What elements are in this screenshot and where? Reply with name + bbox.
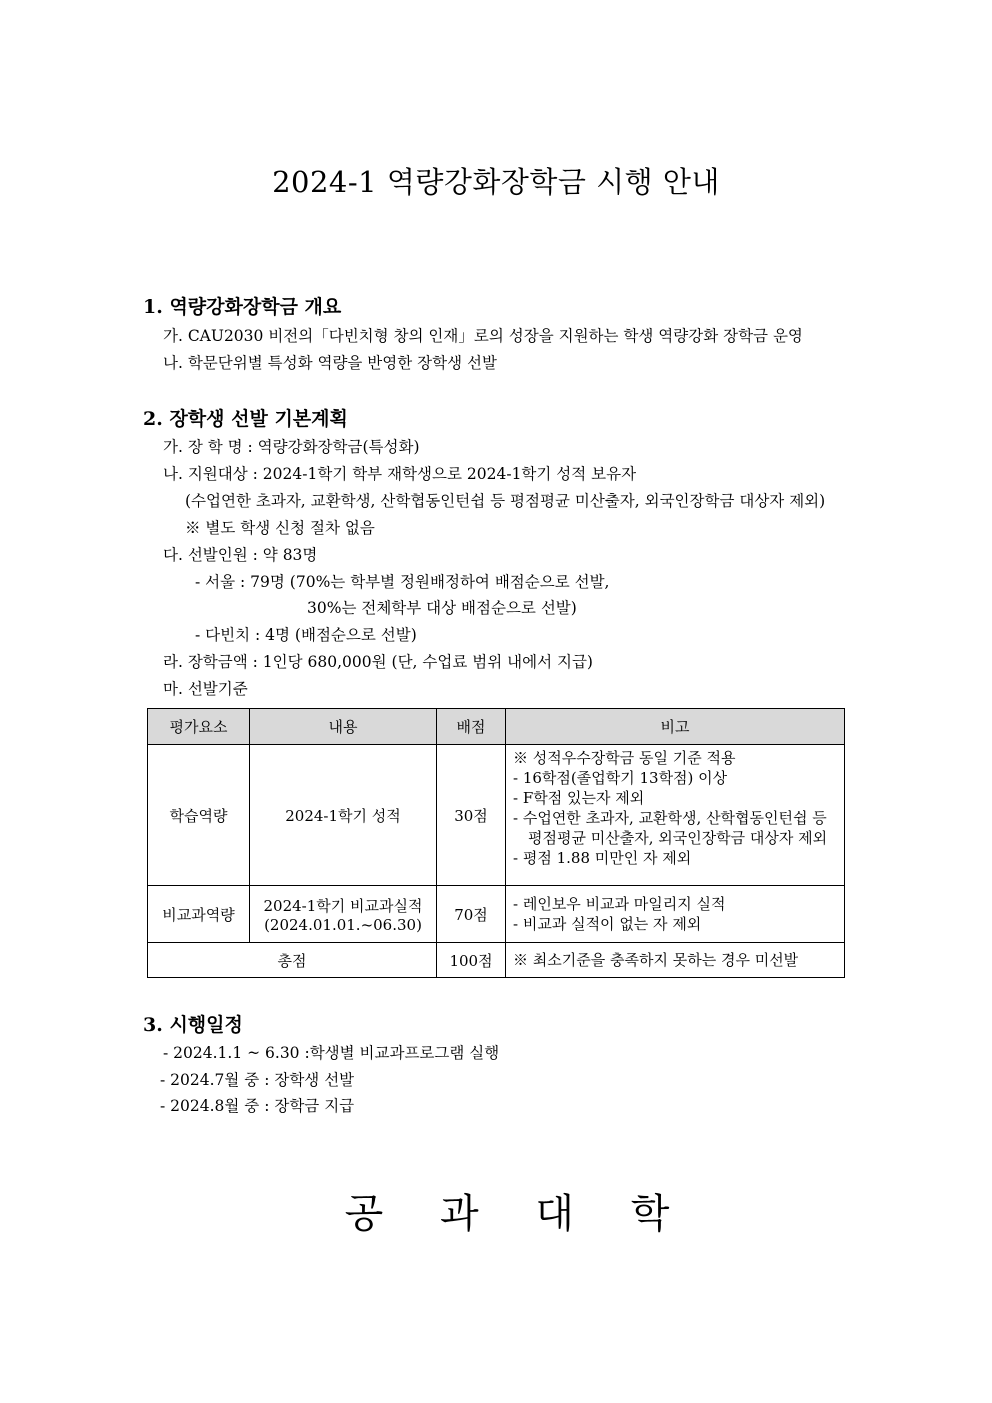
schedule-item: - 2024.1.1 ~ 6.30 :학생별 비교과프로그램 실행 xyxy=(163,1044,500,1062)
cell-total-note: ※ 최소기준을 충족하지 못하는 경우 미선발 xyxy=(506,943,845,978)
header-element: 평가요소 xyxy=(148,709,250,745)
section-2-item-e: 마. 선발기준 xyxy=(163,680,248,698)
note-line: - 수업연한 초과자, 교환학생, 산학협동인턴쉽 등 평점평균 미산출자, 외국인장학금 대상자 제외 xyxy=(513,809,828,847)
section-2-item-c-davinci: - 다빈치 : 4명 (배점순으로 선발) xyxy=(195,626,417,644)
note-line: - 16학점(졸업학기 13학점) 이상 xyxy=(513,769,728,787)
note-line: ※ 성적우수장학금 동일 기준 적용 xyxy=(513,749,736,767)
section-1-heading: 1. 역량강화장학금 개요 xyxy=(143,296,342,318)
cell-notes xyxy=(506,886,845,943)
note-line: - F학점 있는자 제외 xyxy=(513,789,645,807)
selection-criteria-table xyxy=(147,708,845,978)
cell-notes xyxy=(506,745,845,886)
note-line: - 레인보우 비교과 마일리지 실적 xyxy=(513,895,726,913)
cell-total-score: 100점 xyxy=(437,943,506,978)
cell-element: 비교과역량 xyxy=(148,886,250,943)
issuer-signature: 공 과 대 학 xyxy=(344,1191,692,1237)
section-1-item-a: 가. CAU2030 비전의「다빈치형 창의 인재」로의 성장을 지원하는 학생 역량강화 장학금 운영 xyxy=(163,327,803,345)
section-3-heading: 3. 시행일정 xyxy=(143,1014,243,1036)
section-1-item-b: 나. 학문단위별 특성화 역량을 반영한 장학생 선발 xyxy=(163,354,497,372)
cell-score: 30점 xyxy=(437,745,506,886)
note-line: - 비교과 실적이 없는 자 제외 xyxy=(513,915,702,933)
schedule-item: - 2024.8월 중 : 장학금 지급 xyxy=(160,1097,355,1115)
section-2-item-a: 가. 장 학 명 : 역량강화장학금(특성화) xyxy=(163,438,420,456)
cell-score: 70점 xyxy=(437,886,506,943)
page-title: 2024-1 역량강화장학금 시행 안내 xyxy=(272,165,720,199)
content-line: 2024-1학기 비교과실적 xyxy=(263,896,423,915)
content-line: (2024.01.01.~06.30) xyxy=(264,915,422,934)
cell-content xyxy=(250,886,437,943)
table-row xyxy=(148,745,845,886)
table-header-row xyxy=(148,709,845,745)
section-2-item-c-seoul: - 서울 : 79명 (70%는 학부별 정원배정하여 배점순으로 선발, xyxy=(195,573,610,591)
section-2-item-b-exclusion-note: (수업연한 초과자, 교환학생, 산학협동인턴쉽 등 평점평균 미산출자, 외국인장학금 대상자 제외) xyxy=(185,492,826,510)
cell-content: 2024-1학기 성적 xyxy=(250,745,437,886)
section-2-item-b-application-note: ※ 별도 학생 신청 절차 없음 xyxy=(185,519,375,537)
header-notes: 비고 xyxy=(506,709,845,745)
section-2-item-c: 다. 선발인원 : 약 83명 xyxy=(163,546,318,564)
header-score: 배점 xyxy=(437,709,506,745)
cell-element: 학습역량 xyxy=(148,745,250,886)
schedule-item: - 2024.7월 중 : 장학생 선발 xyxy=(160,1071,355,1089)
header-content: 내용 xyxy=(250,709,437,745)
cell-total-label: 총점 xyxy=(148,943,437,978)
note-line: - 평점 1.88 미만인 자 제외 xyxy=(513,849,692,867)
table-row xyxy=(148,886,845,943)
section-2-item-b: 나. 지원대상 : 2024-1학기 학부 재학생으로 2024-1학기 성적 보유자 xyxy=(163,465,637,483)
section-2-heading: 2. 장학생 선발 기본계획 xyxy=(143,408,348,430)
section-2-item-d: 라. 장학금액 : 1인당 680,000원 (단, 수업료 범위 내에서 지급) xyxy=(163,653,593,671)
table-total-row xyxy=(148,943,845,978)
section-2-item-c-seoul-cont: 30%는 전체학부 대상 배점순으로 선발) xyxy=(307,599,577,617)
